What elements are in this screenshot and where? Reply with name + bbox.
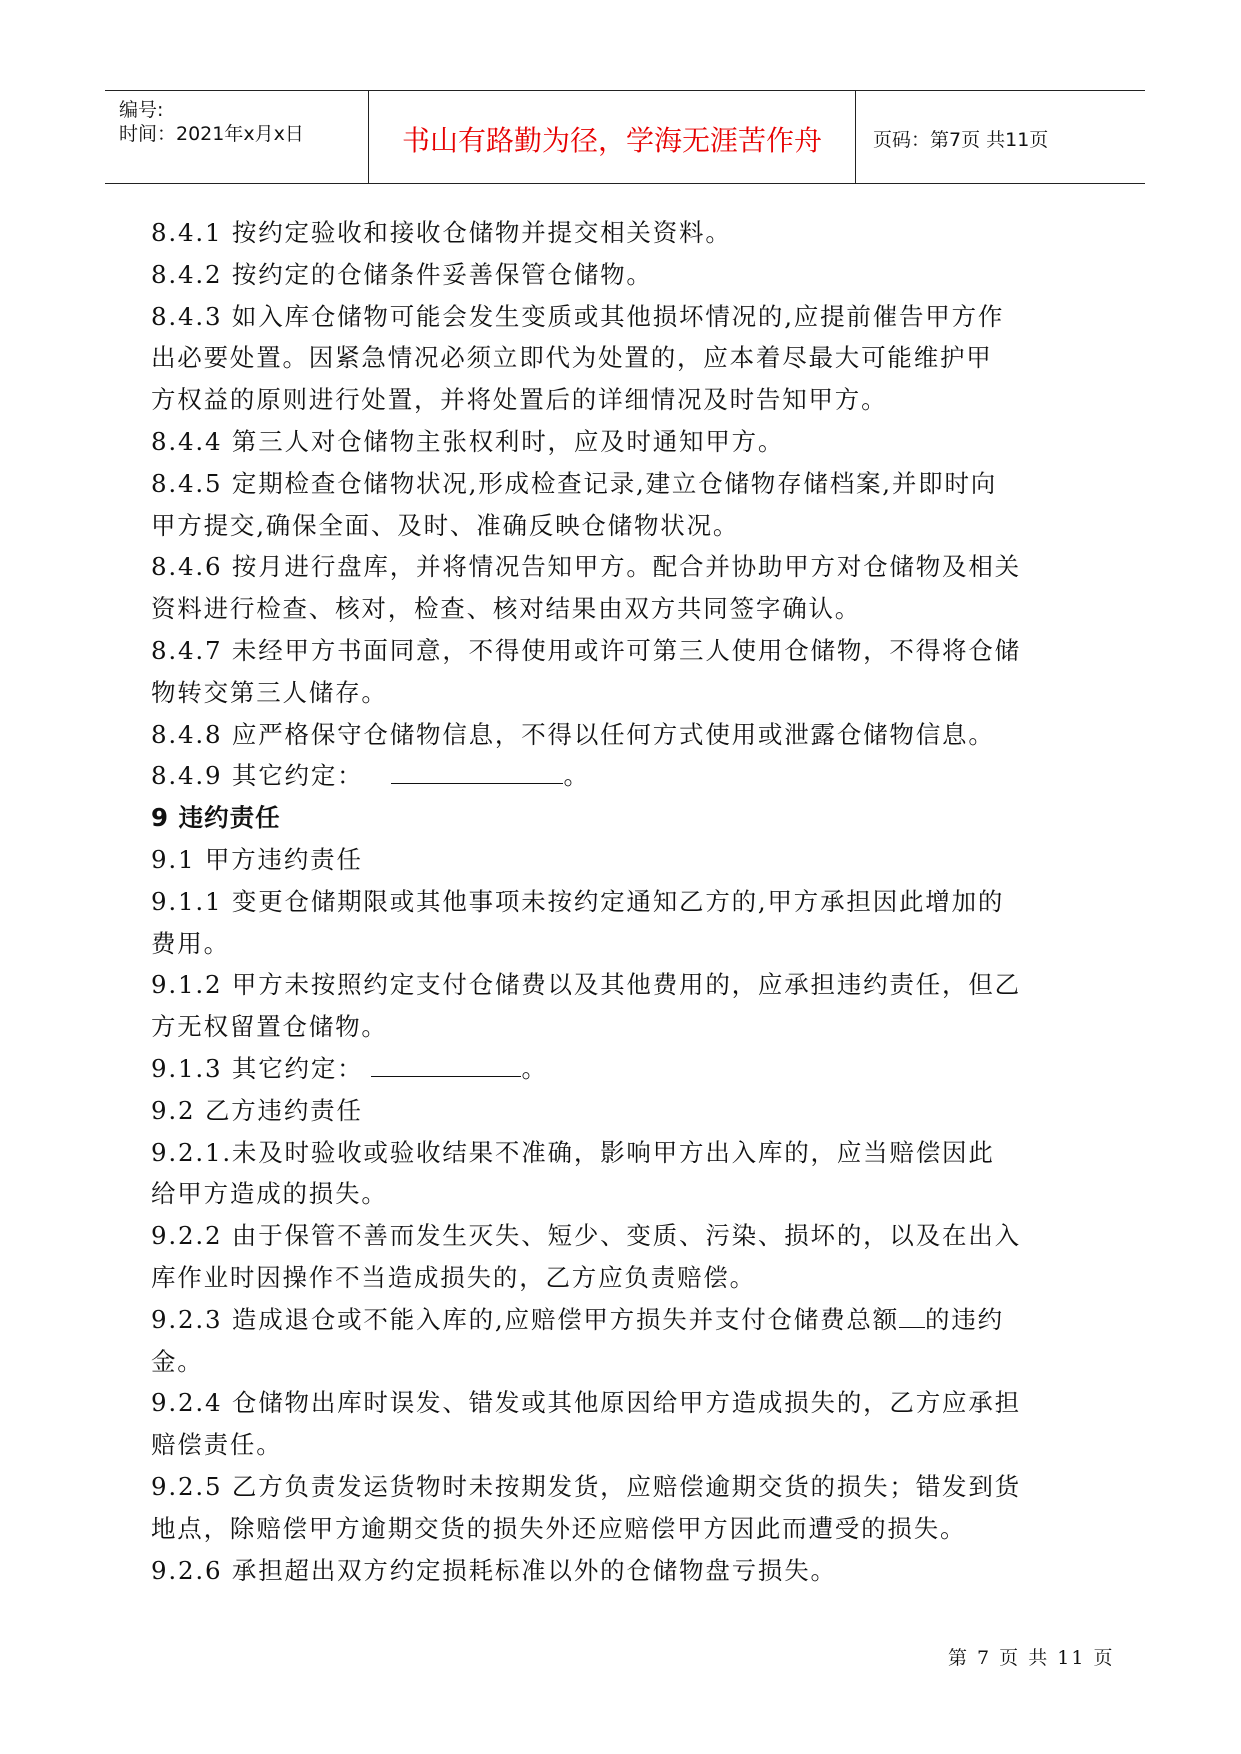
text-line-with-blank	[151, 1048, 1101, 1090]
text-line-with-blank	[151, 755, 1101, 797]
subsection-heading: 9.2 乙方违约责任	[151, 1095, 363, 1125]
document-time-label: 时间：2021年x月x日	[119, 123, 304, 145]
text-line: 费用。	[151, 928, 230, 958]
header-page-cell	[857, 91, 1145, 183]
page-footer: 第 7 页 共 11 页	[948, 1647, 1115, 1669]
document-body	[151, 212, 1101, 1591]
text-line: 9.2.2 由于保管不善而发生灭失、短少、变质、污染、损坏的，以及在出入	[151, 1221, 1021, 1251]
text-line: 8.4.3 如入库仓储物可能会发生变质或其他损坏情况的,应提前催告甲方作	[151, 301, 1005, 331]
text-line: 给甲方造成的损失。	[151, 1179, 388, 1209]
fill-blank	[899, 1305, 925, 1328]
text-line: 物转交第三人储存。	[151, 677, 388, 707]
subsection-heading: 9.1 甲方违约责任	[151, 844, 363, 874]
text-line: 8.4.1 按约定验收和接收仓储物并提交相关资料。	[151, 218, 732, 247]
text-line: 9.2.1.未及时验收或验收结果不准确，影响甲方出入库的，应当赔偿因此	[151, 1137, 995, 1167]
motto-text: 书山有路勤为径，学海无涯苦作舟	[401, 124, 822, 157]
text-line: 8.4.4 第三人对仓储物主张权利时，应及时通知甲方。	[151, 426, 785, 456]
text-line: 地点，除赔偿甲方逾期交货的损失外还应赔偿甲方因此而遭受的损失。	[151, 1513, 967, 1543]
page-header	[105, 90, 1145, 184]
text-line: 8.4.8 应严格保守仓储物信息，不得以任何方式使用或泄露仓储物信息。	[151, 719, 995, 749]
text-line: 9.2.4 仓储物出库时误发、错发或其他原因给甲方造成损失的，乙方应承担	[151, 1388, 1021, 1418]
fill-blank	[371, 1054, 521, 1077]
text-line: 8.4.2 按约定的仓储条件妥善保管仓储物。	[151, 259, 653, 289]
clause-tail: 的违约	[925, 1304, 1004, 1334]
text-line: 9.1.2 甲方未按照约定支付仓储费以及其他费用的，应承担违约责任，但乙	[151, 970, 1021, 1000]
text-line-with-blank	[151, 1299, 1101, 1341]
page-code: 页码：第7页 共11页	[873, 129, 1049, 151]
period: 。	[521, 1053, 548, 1083]
text-line: 8.4.5 定期检查仓储物状况,形成检查记录,建立仓储物存储档案,并即时向	[151, 468, 998, 498]
clause-text: 8.4.9 其它约定：	[151, 761, 364, 791]
text-line: 9.2.5 乙方负责发运货物时未按期发货，应赔偿逾期交货的损失；错发到货	[151, 1471, 1021, 1501]
header-motto-cell	[369, 91, 856, 183]
fill-blank	[391, 761, 563, 784]
header-info-cell	[105, 91, 369, 183]
text-line: 库作业时因操作不当造成损失的，乙方应负责赔偿。	[151, 1262, 756, 1292]
text-line: 8.4.7 未经甲方书面同意，不得使用或许可第三人使用仓储物，不得将仓储	[151, 635, 1021, 665]
section-heading: 9 违约责任	[151, 803, 281, 833]
text-line: 8.4.6 按月进行盘库，并将情况告知甲方。配合并协助甲方对仓储物及相关	[151, 552, 1021, 582]
text-line: 赔偿责任。	[151, 1430, 283, 1460]
document-number-label: 编号:	[119, 99, 164, 121]
text-line: 方权益的原则进行处置，并将处置后的详细情况及时告知甲方。	[151, 385, 888, 415]
text-line: 出必要处置。因紧急情况必须立即代为处置的，应本着尽最大可能维护甲	[151, 343, 993, 373]
text-line: 资料进行检查、核对，检查、核对结果由双方共同签字确认。	[151, 594, 862, 624]
clause-text: 9.1.3 其它约定：	[151, 1053, 364, 1083]
text-line: 9.1.1 变更仓储期限或其他事项未按约定通知乙方的,甲方承担因此增加的	[151, 886, 1005, 916]
text-line: 金。	[151, 1346, 204, 1376]
text-line: 方无权留置仓储物。	[151, 1012, 388, 1042]
clause-text: 9.2.3 造成退仓或不能入库的,应赔偿甲方损失并支付仓储费总额	[151, 1304, 900, 1334]
period: 。	[563, 761, 590, 791]
text-line: 9.2.6 承担超出双方约定损耗标准以外的仓储物盘亏损失。	[151, 1555, 837, 1585]
text-line: 甲方提交,确保全面、及时、准确反映仓储物状况。	[151, 510, 740, 540]
